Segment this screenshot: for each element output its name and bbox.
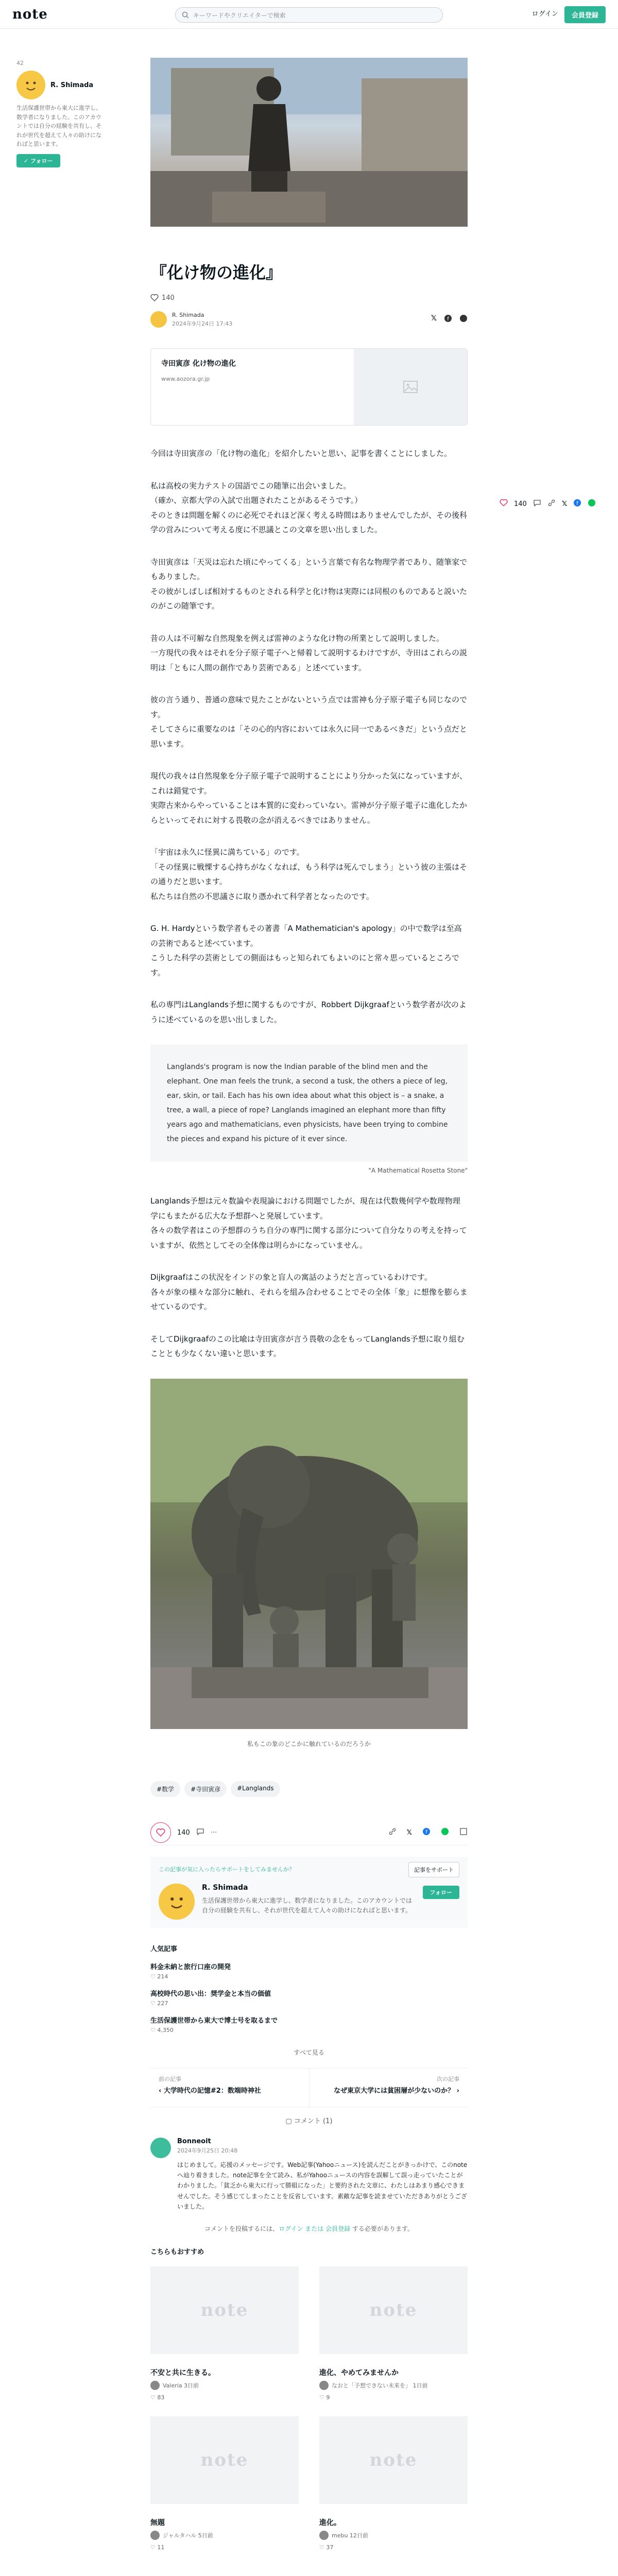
popular-title: 料金未納と旅行口座の開発 — [150, 1963, 231, 1971]
recommended-title: 無題 — [150, 2519, 165, 2528]
author-name[interactable]: R. Shimada — [172, 311, 204, 318]
recommended-title: 進化。 — [319, 2519, 341, 2528]
recommended-item[interactable]: note 進化。 mebu 12日前 ♡ 37 — [319, 2416, 468, 2551]
article-likes — [150, 294, 468, 302]
login-signup-link[interactable]: ログイン または 会員登録 — [279, 2225, 351, 2233]
paragraph-line: 寺田寅彦は「天災は忘れた頃にやってくる」という言葉で有名な物理学者であり、随筆家でもありました。 — [150, 557, 468, 581]
search-icon — [182, 11, 189, 19]
comment-icon: ▢ — [285, 2117, 294, 2125]
svg-text:f: f — [447, 316, 449, 322]
search-placeholder: キーワードやクリエイターで検索 — [193, 11, 286, 19]
recommended-author-avatar — [150, 2381, 160, 2390]
article-paragraph — [150, 479, 468, 537]
support-button[interactable]: 記事をサポート — [408, 1862, 459, 1877]
paragraph-line: 今回は寺田寅彦の「化け物の進化」を紹介したいと思い、記事を書くことにしました。 — [150, 449, 452, 458]
link-card-url: www.aozora.gr.jp — [161, 376, 210, 382]
author-row — [150, 311, 468, 328]
paragraph-line: 各々が象の様々な部分に触れ、それらを組み合わせることでその全体「象」に想像を膨らませているのです。 — [150, 1287, 468, 1311]
recommended-thumbnail: note — [319, 2416, 468, 2504]
next-label: 次の記事 — [437, 2075, 459, 2082]
svg-text:f: f — [576, 501, 579, 506]
recommended-item[interactable]: note 無題 ジャルタハル 5日前 ♡ 11 — [150, 2416, 299, 2551]
paragraph-line: そのときは問題を解くのに必死でそれほど深く考える時間はありませんでしたが、その後科学の営みについて考える度に不思議とこの文章を思い出しました。 — [150, 510, 468, 534]
floating-like-count: 140 — [514, 500, 527, 508]
next-title: なぜ東京大学には貧困層が少ないのか？ — [334, 2087, 455, 2095]
paragraph-line: こうした科学の芸術としての側面はもっと知られてもよいのにと常々思っているところです。 — [150, 953, 459, 977]
comment-item — [150, 2138, 468, 2212]
paragraph-line: 彼の言う通り、普通の意味で見たことがないという点では雷神も分子原子電子も同じなのです。 — [150, 695, 468, 719]
recommended-author: ジャルタハル 5日前 — [163, 2532, 213, 2539]
commenter-name[interactable]: Bonneoit — [177, 2137, 211, 2145]
article-hero-image — [150, 58, 468, 227]
elephant-sculpture-image — [150, 1379, 468, 1729]
recommended-thumbnail: note — [150, 2266, 299, 2354]
prev-article-link[interactable] — [150, 2069, 309, 2107]
floating-facebook-icon[interactable] — [573, 499, 581, 509]
paragraph-line: 「宇宙は永久に怪異に満ちている」のです。 — [150, 848, 304, 857]
heart-icon — [156, 1828, 165, 1837]
article-title: 『化け物の進化』 — [150, 263, 283, 282]
action-like-count: 140 — [177, 1828, 190, 1837]
top-header — [0, 0, 618, 29]
article-paragraph — [150, 631, 468, 675]
share-line-icon[interactable] — [441, 1827, 449, 1838]
paragraph-line: 実際古来からやっていることは本質的に変わっていない。雷神が分子原子電子に進化したからといってそれに対する畏敬の念が消えるべきではありません。 — [150, 801, 467, 825]
author-avatar[interactable] — [150, 311, 167, 328]
paragraph-line: Dijkgraafはこの状況をインドの象と盲人の寓話のようだと言っているわけです。 — [150, 1273, 432, 1282]
paragraph-line: G. H. Hardyという数学者もその著書「A Mathematician's apology」の中で数学は至高の芸術であると述べています。 — [150, 924, 462, 948]
paragraph-line: そしてさらに重要なのは「その心的内容においては永久に同一であるべきだ」という点だと思います。 — [150, 724, 468, 749]
see-all-link[interactable]: すべて見る — [294, 2048, 324, 2056]
recommended-likes: 37 — [326, 2544, 334, 2551]
paragraph-line: 「その怪異に戦慄する心持ちがなくなれば、もう科学は死んでしまう」という彼の主張はその通りだと思います。 — [150, 862, 468, 886]
share-line-icon[interactable] — [459, 314, 468, 325]
popular-articles — [150, 1943, 468, 2057]
cheer-author-bio: 生活保護世帯から東大に進学し、数学者になりました。このアカウントでは自分の経験を共有し、それが世代を超えて人々の助けになればと思います。 — [202, 1896, 412, 1914]
recommended-item[interactable]: note 不安と共に生きる。 Valeria 3日前 ♡ 83 — [150, 2266, 299, 2401]
signup-button[interactable]: 会員登録 — [564, 6, 606, 23]
popular-likes: 227 — [157, 1999, 168, 2007]
paragraph-line: Langlands予想は元々数論や表現論における問題でしたが、現在は代数幾何学や数理物理学にもまたがる広大な予想群へと発展しています。 — [150, 1196, 460, 1221]
article-paragraph — [150, 692, 468, 751]
article-paragraph — [150, 1332, 468, 1361]
recommended-item[interactable]: note 進化、やめてみませんか なおと「予想できない未来を」 1日前 ♡ 9 — [319, 2266, 468, 2401]
recommended-author: Valeria 3日前 — [163, 2382, 199, 2389]
more-icon[interactable]: ··· — [210, 1828, 217, 1837]
search-input[interactable] — [175, 7, 443, 23]
login-link[interactable]: ログイン — [531, 10, 558, 18]
article-paragraph — [150, 555, 468, 614]
cheer-author-name[interactable]: R. Shimada — [202, 1883, 248, 1892]
support-question: この記事が気に入ったらサポートをしてみませんか？ — [159, 1866, 295, 1873]
share-facebook-icon[interactable] — [422, 1827, 431, 1838]
tag-item[interactable]: #寺田寅彦 — [184, 1781, 227, 1797]
image-caption: 私もこの象のどこかに触れているのだろうか — [247, 1740, 371, 1748]
popular-likes: 4,350 — [157, 2026, 174, 2033]
floating-x-icon[interactable]: 𝕏 — [561, 500, 568, 508]
floating-link-icon[interactable] — [547, 499, 556, 509]
share-x-icon[interactable]: 𝕏 — [431, 314, 437, 323]
popular-item[interactable]: 高校時代の思い出：奨学金と本当の価値 ♡ 227 — [150, 1988, 468, 2007]
recommended-author-avatar — [319, 2381, 329, 2390]
article-paragraph — [150, 769, 468, 827]
recommended-author: なおと「予想できない未来を」 1日前 — [332, 2382, 428, 2389]
comment-text: はじめまして。応援のメッセージです。Web記事(Yahooニュース)を読んだことがきっかけで、このnoteへ辿り着きました。note記事を全て読み、私がYahooニュースの内容を誤解して誤っ走っていたことがわかりました。「貧乏から東大に行って勝組になった」と要約された文章に、わたしはあまり感心できませんでした。そう感じてしまったことを反省しています。素敵な記事を読ませていただきありがとうございました。 — [177, 2161, 468, 2211]
svg-text:f: f — [425, 1829, 427, 1835]
recommended-likes: 9 — [326, 2394, 330, 2401]
share-x-icon[interactable]: 𝕏 — [406, 1828, 412, 1837]
note-logo[interactable]: note — [12, 6, 48, 22]
recommended-title: 不安と共に生きる。 — [150, 2369, 215, 2378]
article-paragraph — [150, 446, 468, 461]
creator-bio: 生活保護世帯から東大に進学し、数学者になりました。このアカウントでは自分の経験を共有し、それが世代を超えて人々の助けになればと思います。 — [16, 105, 101, 148]
article-paragraph — [150, 845, 468, 904]
external-link-card[interactable] — [150, 348, 468, 426]
cheer-author-avatar[interactable] — [159, 1884, 195, 1920]
prev-label: 前の記事 — [159, 2075, 181, 2082]
commenter-avatar[interactable] — [150, 2138, 171, 2158]
floating-actions — [500, 499, 596, 509]
popular-heading: 人気記事 — [150, 1945, 178, 1953]
article-body-2 — [150, 1194, 468, 1361]
chevron-right-icon: › — [454, 2087, 459, 2095]
tag-item[interactable]: #数学 — [150, 1781, 180, 1797]
prev-next-nav — [150, 2068, 468, 2107]
comments-heading[interactable]: ▢ コメント (1) — [285, 2117, 333, 2125]
recommended-likes: 83 — [157, 2394, 165, 2401]
prev-title: 大学時代の記憶#2：数端時神社 — [163, 2087, 261, 2095]
creator-count: 42 — [16, 60, 24, 66]
creator-name[interactable]: R. Shimada — [50, 81, 94, 89]
paragraph-line: 昔の人は不可解な自然現象を例えば雷神のような化け物の所業として説明しました。 — [150, 633, 444, 643]
article-main — [150, 58, 468, 2551]
chevron-left-icon: ‹ — [159, 2087, 164, 2095]
recommended-author-avatar — [319, 2531, 329, 2540]
recommended-thumbnail: note — [319, 2266, 468, 2354]
creator-card — [16, 60, 103, 167]
like-icon[interactable] — [150, 294, 159, 302]
paragraph-line: そしてDijkgraafのこの比喩は寺田寅彦が言う畏敬の念をもってLanglands予想に取り組むこととも少なくない違いと思います。 — [150, 1334, 465, 1358]
tag-list — [150, 1781, 468, 1797]
tag-item[interactable]: #Langlands — [231, 1781, 280, 1797]
like-button[interactable] — [150, 1822, 171, 1843]
article-paragraph — [150, 921, 468, 980]
link-card-title: 寺田寅彦 化け物の進化 — [161, 360, 236, 368]
popular-title: 生活保護世帯から東大で博士号を取るまで — [150, 2016, 278, 2025]
article-action-bar — [150, 1821, 468, 1845]
paragraph-line: 各々の数学者はこの予想群のうち自分の専門に関する部分について自分なりの考えを持っていますが、依然としてその全体像は明らかになっていません。 — [150, 1226, 467, 1250]
popular-likes: 214 — [157, 1973, 168, 1980]
recommended-likes: 11 — [157, 2544, 165, 2551]
popular-item[interactable]: 生活保護世帯から東大で博士号を取るまで ♡ 4,350 — [150, 2015, 468, 2033]
recommended-author: mebu 12日前 — [332, 2532, 368, 2539]
comment-login-note: コメントを投稿するには、ログイン または 会員登録 する必要があります。 — [204, 2225, 414, 2233]
recommended-author-avatar — [150, 2531, 160, 2540]
creator-follow-button[interactable]: ✓ フォロー — [16, 154, 60, 167]
article-body — [150, 446, 468, 1027]
recommended-thumbnail: note — [150, 2416, 299, 2504]
article-paragraph — [150, 997, 468, 1027]
comment-icon[interactable] — [196, 1827, 204, 1838]
floating-like-icon[interactable] — [500, 499, 508, 509]
copy-link-icon[interactable] — [388, 1827, 397, 1838]
publish-date: 2024年9月24日 17:43 — [172, 320, 233, 327]
creator-avatar[interactable] — [16, 71, 45, 99]
paragraph-line: 私は高校の実力テストの国語でこの随筆に出会いました。 — [150, 481, 351, 490]
article-paragraph — [150, 1270, 468, 1314]
recommended-articles — [150, 2246, 468, 2551]
support-section — [150, 1857, 468, 1928]
share-facebook-icon[interactable] — [444, 314, 452, 325]
paragraph-line: （確か、京都大学の入試で出題されたことがあるそうです。） — [150, 496, 363, 505]
paragraph-line: 私たちは自然の不思議さに取り憑かれて科学者となったのです。 — [150, 891, 374, 901]
recommended-title: 進化、やめてみませんか — [319, 2369, 399, 2378]
paragraph-line: その彼がしばしば相対するものとされる科学と化け物は実際には同根のものであると説いたのがこの随筆です。 — [150, 586, 468, 611]
link-card-image-icon — [354, 349, 467, 425]
next-article-link[interactable] — [309, 2069, 468, 2107]
paragraph-line: 私の専門はLanglands予想に関するものですが、Robbert Dijkgraafという数学者が次のように述べているのを思い出しました。 — [150, 1000, 467, 1024]
paragraph-line: 現代の我々は自然現象を分子原子電子で説明することにより分かった気になっていますが、これは錯覚です。 — [150, 771, 468, 795]
popular-item[interactable]: 料金未納と旅行口座の開発 ♡ 214 — [150, 1961, 468, 1980]
floating-comment-icon[interactable] — [533, 499, 541, 509]
like-count: 140 — [162, 294, 175, 302]
comment-date: 2024年9月25日 20:48 — [177, 2147, 238, 2154]
recommended-heading: こちらもおすすめ — [150, 2248, 204, 2257]
embed-icon[interactable] — [459, 1827, 468, 1838]
quote-citation: "A Mathematical Rosetta Stone" — [368, 1167, 468, 1174]
article-paragraph — [150, 1194, 468, 1252]
popular-title: 高校時代の思い出：奨学金と本当の価値 — [150, 1990, 271, 1998]
floating-line-icon[interactable] — [588, 499, 596, 509]
article-quote: Langlands's program is now the Indian parable of the blind men and the elephant. One man feels the trunk, a second a tusk, the others a piece of leg, ear, skin, or tail. Each has his own idea about what this object is – a snake, a tree, a wall, a piece of rope? Langlands imagined an elephant more than fifty years ago and mathematicians, even physicists, have been trying to combine the pieces and expand his picture of it ever since. — [150, 1044, 468, 1162]
paragraph-line: 一方現代の我々はそれを分子原子電子へと帰着して説明するわけですが、寺田はこれらの説明は「ともに人間の創作であり芸術である」と述べています。 — [150, 648, 468, 672]
cheer-follow-button[interactable]: フォロー — [423, 1886, 459, 1899]
